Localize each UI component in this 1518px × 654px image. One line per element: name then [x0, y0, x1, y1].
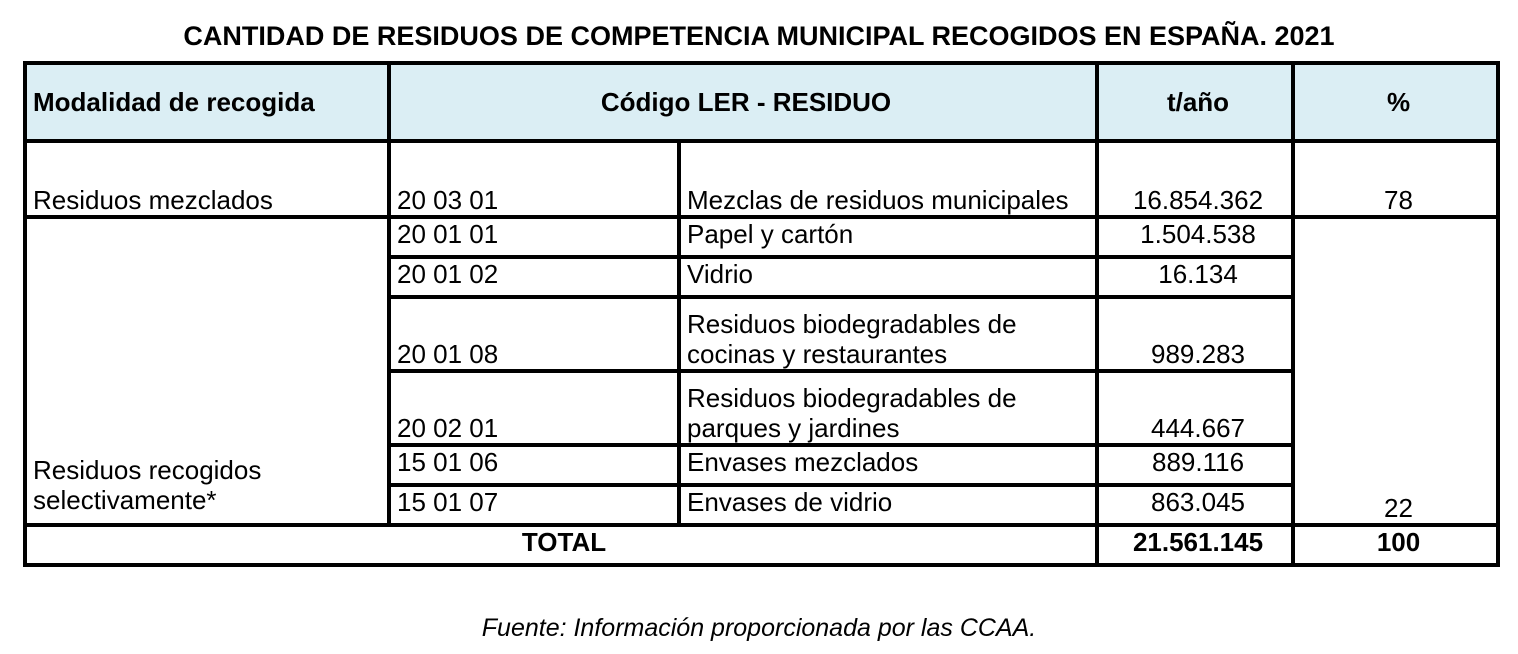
table-title: CANTIDAD DE RESIDUOS DE COMPETENCIA MUNICIPAL RECOGIDOS EN ESPAÑA. 2021 [183, 21, 1335, 51]
residuo-cell: Papel y cartón [679, 217, 1097, 257]
total-percent: 100 [1293, 525, 1498, 565]
total-tonnes: 21.561.145 [1097, 525, 1293, 565]
header-modalidad: Modalidad de recogida [25, 63, 389, 141]
total-row [25, 525, 1498, 565]
code-cell: 15 01 07 [389, 485, 679, 525]
table-row [25, 141, 1498, 217]
code-cell: 20 01 01 [389, 217, 679, 257]
tonnes-cell: 16.854.362 [1097, 141, 1293, 217]
tonnes-cell: 16.134 [1097, 257, 1293, 297]
code-cell: 20 01 02 [389, 257, 679, 297]
residuo-cell: Envases mezclados [679, 445, 1097, 485]
tonnes-cell: 444.667 [1097, 371, 1293, 445]
code-cell: 20 02 01 [389, 371, 679, 445]
modalidad-cell: Residuos recogidos selectivamente* [25, 217, 389, 525]
residuo-cell: Mezclas de residuos municipales [679, 141, 1097, 217]
residuo-cell: Vidrio [679, 257, 1097, 297]
header-percent: % [1293, 63, 1498, 141]
source-note: Fuente: Información proporcionada por las CCAA. [481, 614, 1037, 642]
table-row [25, 217, 1498, 257]
residuo-cell: Residuos biodegradables de cocinas y restaurantes [679, 297, 1097, 371]
header-row [25, 63, 1498, 141]
residuos-table [23, 61, 1500, 567]
total-label: TOTAL [25, 525, 1097, 565]
code-cell: 15 01 06 [389, 445, 679, 485]
tonnes-cell: 889.116 [1097, 445, 1293, 485]
percent-cell: 78 [1293, 141, 1498, 217]
tonnes-cell: 989.283 [1097, 297, 1293, 371]
code-cell: 20 01 08 [389, 297, 679, 371]
header-codigo-residuo: Código LER - RESIDUO [389, 63, 1097, 141]
header-tonnes: t/año [1097, 63, 1293, 141]
residuo-cell: Envases de vidrio [679, 485, 1097, 525]
tonnes-cell: 1.504.538 [1097, 217, 1293, 257]
residuo-cell: Residuos biodegradables de parques y jardines [679, 371, 1097, 445]
modalidad-cell: Residuos mezclados [25, 141, 389, 217]
tonnes-cell: 863.045 [1097, 485, 1293, 525]
percent-cell: 22 [1293, 217, 1498, 525]
code-cell: 20 03 01 [389, 141, 679, 217]
